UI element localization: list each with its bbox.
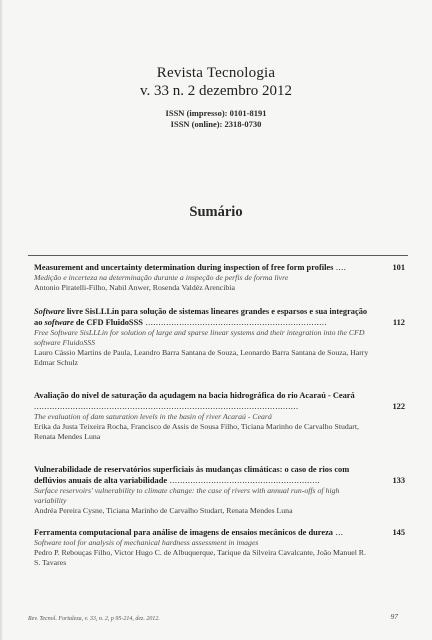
entry-subtitle: Free Software SisLLLin for solution of large and sparse linear systems and their integration into the CFD software FluidoSSS bbox=[34, 328, 365, 347]
entry-title-text: Vulnerabilidade de reservatórios superficiais às mudanças climáticas: o caso de rios com deflúvios anuais de alta variabilidade bbox=[34, 465, 350, 485]
entry-title[interactable] bbox=[34, 306, 373, 328]
table-of-contents bbox=[34, 262, 407, 577]
entry-subtitle: Surface reservoirs' vulnerability to climate change: the case of rivers with annual run-offs of high variability bbox=[34, 486, 340, 505]
entry-subtitle: Medição e incerteza na determinação durante a inspeção de perfis de forma livre bbox=[34, 273, 289, 282]
entry-dot-leader: ... bbox=[333, 528, 344, 537]
entry-page-number: 145 bbox=[392, 528, 405, 537]
entry-title[interactable] bbox=[34, 464, 373, 486]
entry-authors: Erika da Justa Teixeira Rocha, Francisco de Assis de Sousa Filho, Ticiana Marinho de Carvalho Studart, Renata Mendes Luna bbox=[34, 422, 359, 441]
entry-page-number: 122 bbox=[392, 402, 405, 411]
journal-title: Revista Tecnologia bbox=[156, 65, 276, 81]
entry-authors: Lauro Cássio Martins de Paula, Leandro Barra Santana de Souza, Leonardo Barra Santana de Souza, Harry Edmar Schulz bbox=[34, 348, 369, 367]
toc-entry bbox=[34, 262, 407, 306]
entry-page-number: 112 bbox=[392, 318, 405, 327]
entry-title-text: Avaliação do nível de saturação da açudagem na bacia hidrográfica do rio Acaraú - Ceará bbox=[34, 391, 355, 400]
entry-dot-leader: ...................................................................... bbox=[142, 318, 328, 327]
entry-authors: Pedro P. Rebouças Filho, Victor Hugo C. de Albuquerque, Tarique da Silveira Cavalcante, João Manuel R. S. Tavares bbox=[34, 548, 366, 567]
footer-citation: Rev. Tecnol. Fortaleza, v. 33, n. 2, p 95-214, dez. 2012. bbox=[28, 616, 160, 622]
issn-print: ISSN (impresso): 0101-8191 bbox=[165, 108, 267, 118]
toc-entry bbox=[34, 464, 407, 527]
page-number: 97 bbox=[390, 612, 398, 621]
entry-title-tail: de CFD FluidoSSS bbox=[73, 318, 143, 327]
entry-title[interactable] bbox=[34, 262, 373, 273]
entry-title-text: livre SisLLLin para solução de sistemas lineares grandes e esparsos e sua integração ao bbox=[34, 307, 368, 327]
entry-title-text: Measurement and uncertainty determination during inspection of free form profiles bbox=[34, 263, 334, 272]
entry-title-text: Ferramenta computacional para análise de imagens de ensaios mecânicos de dureza bbox=[34, 528, 333, 537]
entry-title-emphasis: Software bbox=[34, 307, 65, 316]
entry-page-number: 101 bbox=[392, 263, 405, 272]
entry-dot-leader: .... bbox=[333, 263, 347, 272]
entry-dot-leader: .......................................................... bbox=[167, 476, 321, 485]
summary-heading: Sumário bbox=[189, 204, 243, 220]
entry-authors: Andréa Pereira Cysne, Ticiana Marinho de Carvalho Studart, Renata Mendes Luna bbox=[34, 506, 293, 515]
entry-title-emphasis-2: software bbox=[44, 318, 74, 327]
entry-subtitle: Software tool for analysis of mechanical hardness assessment in images bbox=[34, 538, 259, 547]
entry-dot-leader: ...................................................................................................... bbox=[34, 402, 299, 411]
masthead bbox=[0, 64, 432, 130]
entry-authors: Antonio Piratelli-Filho, Nabil Anwer, Rosenda Valdéz Arencibia bbox=[34, 283, 235, 292]
entry-title[interactable] bbox=[34, 527, 373, 538]
entry-page-number: 133 bbox=[392, 476, 405, 485]
entry-subtitle: The evaluation of dam saturation levels in the basin of river Acaraú - Ceará bbox=[34, 412, 272, 421]
journal-issue: v. 33 n. 2 dezembro 2012 bbox=[140, 83, 292, 99]
toc-entry bbox=[34, 527, 407, 577]
toc-entry bbox=[34, 306, 407, 390]
issn-online: ISSN (online): 2318-0730 bbox=[170, 119, 262, 129]
toc-divider bbox=[28, 255, 408, 256]
entry-title[interactable] bbox=[34, 390, 373, 412]
toc-entry bbox=[34, 390, 407, 464]
